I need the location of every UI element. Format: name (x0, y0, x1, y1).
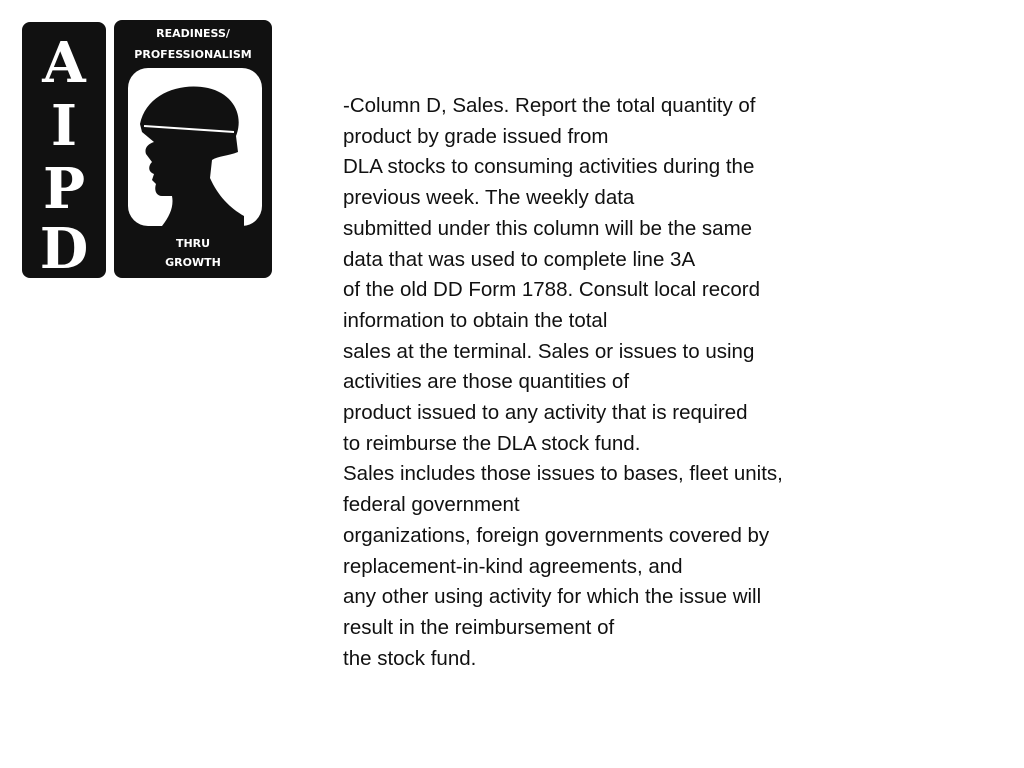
text-line: organizations, foreign governments covered by (343, 523, 770, 547)
text-line: replacement-in-kind agreements, and (343, 554, 683, 578)
aipd-logo (22, 20, 272, 280)
text-line: previous week. The weekly data (343, 186, 635, 210)
logo-letter-i: I (50, 93, 78, 159)
text-line: any other using activity for which the issue will (343, 585, 762, 609)
text-line: to reimburse the DLA stock fund. (343, 431, 641, 455)
logo-letter-p: P (42, 156, 86, 222)
text-line: of the old DD Form 1788. Consult local record (343, 278, 761, 302)
instruction-text-block (343, 91, 863, 674)
text-line: Sales includes those issues to bases, fleet units, (343, 462, 783, 486)
text-line: federal government (343, 493, 520, 517)
logo-letter-a: A (42, 30, 86, 96)
text-line: submitted under this column will be the same (343, 216, 753, 240)
logo-letter-d: D (39, 216, 89, 280)
text-line: product issued to any activity that is required (343, 401, 748, 425)
text-line: information to obtain the total (343, 308, 608, 332)
logo-caption-professionalism: PROFESSIONALISM (134, 48, 252, 61)
text-line: -Column D, Sales. Report the total quantity of (343, 94, 756, 117)
text-line: data that was used to complete line 3A (343, 247, 696, 271)
text-line: product by grade issued from (343, 124, 609, 148)
logo-caption-thru: THRU (175, 237, 211, 250)
text-line: DLA stocks to consuming activities during the (343, 155, 755, 179)
text-line: activities are those quantities of (343, 370, 630, 394)
text-line: the stock fund. (343, 646, 477, 670)
logo-caption-growth: GROWTH (165, 256, 221, 269)
text-line: result in the reimbursement of (343, 615, 615, 639)
logo-caption-readiness: READINESS/ (156, 27, 230, 40)
text-line: sales at the terminal. Sales or issues to using (343, 339, 755, 363)
